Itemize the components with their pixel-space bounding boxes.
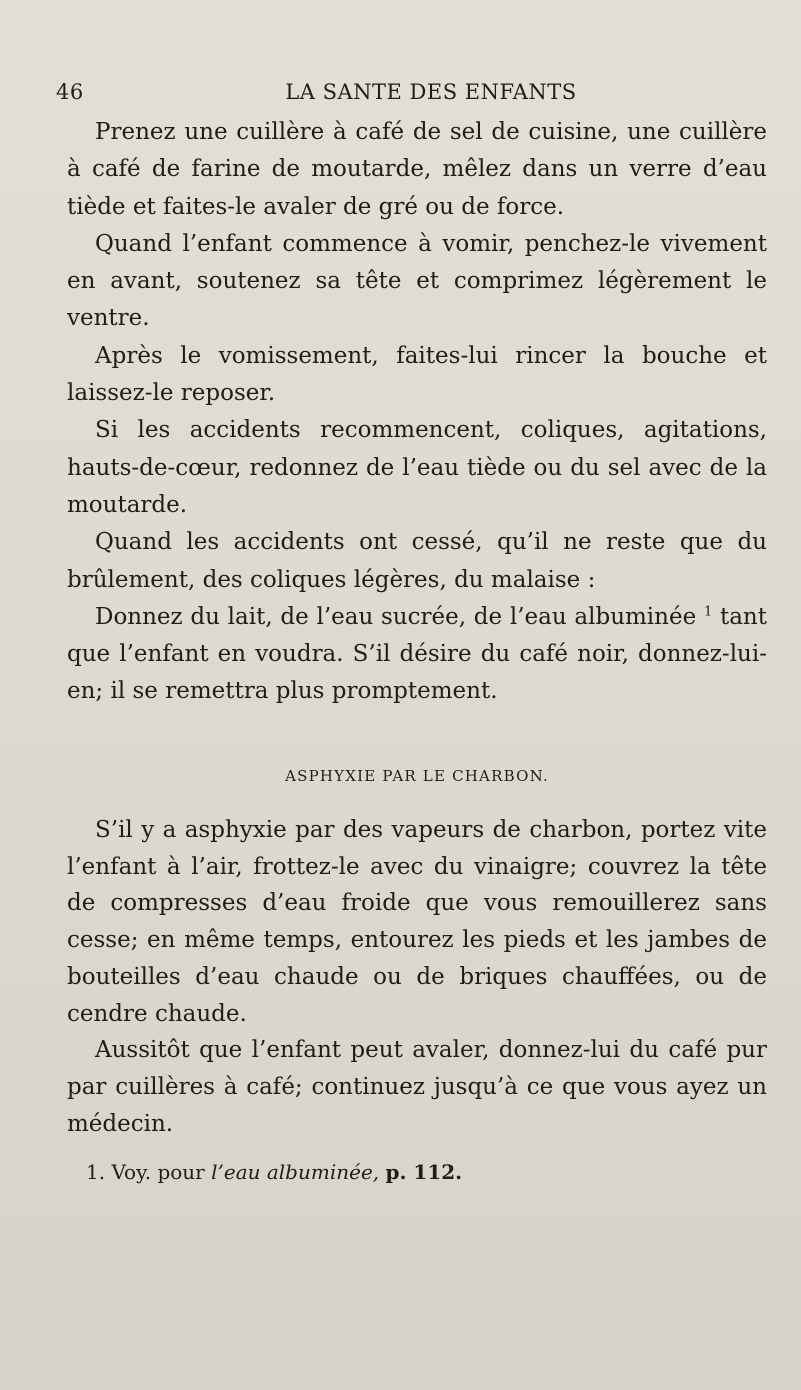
page-header bbox=[56, 80, 746, 116]
section-text bbox=[67, 812, 767, 1142]
main-text bbox=[67, 114, 767, 711]
running-title: LA SANTE DES ENFANTS bbox=[285, 80, 577, 104]
page-number: 46 bbox=[56, 80, 84, 104]
footnote-page-ref: p. 112. bbox=[385, 1160, 463, 1184]
footnote-italic-term: l’eau albuminée, bbox=[211, 1160, 380, 1184]
footnote-text: Voy. pour bbox=[111, 1160, 205, 1184]
footnote bbox=[86, 1160, 462, 1184]
section-heading: ASPHYXIE PAR LE CHARBON. bbox=[285, 767, 549, 785]
footnote-marker: 1 bbox=[703, 604, 713, 620]
paragraph-text: tant que l’enfant en voudra. S’il désire du café noir, donnez-lui-en; il se remettra plus promptement. bbox=[67, 603, 767, 705]
paragraph: Si les accidents recommencent, coliques, agitations, hauts-de-cœur, redonnez de l’eau tiède ou du sel avec de la moutarde. bbox=[67, 417, 767, 518]
footnote-number: 1. bbox=[86, 1160, 106, 1184]
paragraph: S’il y a asphyxie par des vapeurs de charbon, portez vite l’enfant à l’air, frottez-le avec du vinaigre; couvrez la tête de compresses d’eau froide que vous remouillerez sans cesse; en même temps, entourez les pieds et les jambes de bouteilles d’eau chaude ou de briques chauffées, ou de cendre chaude. bbox=[67, 817, 767, 1027]
paragraph: Aussitôt que l’enfant peut avaler, donnez-lui du café pur par cuillères à café; continuez jusqu’à ce que vous ayez un médecin. bbox=[67, 1037, 767, 1137]
paragraph: Prenez une cuillère à café de sel de cuisine, une cuillère à café de farine de moutarde, mêlez dans un verre d’eau tiède et faites-le avaler de gré ou de force. bbox=[67, 119, 767, 220]
paragraph-with-footnote bbox=[67, 599, 767, 711]
paragraph: Quand l’enfant commence à vomir, penchez-le vivement en avant, soutenez sa tête et comprimez légèrement le ventre. bbox=[67, 230, 767, 332]
paragraph: Quand les accidents ont cessé, qu’il ne reste que du brûlement, des coliques légères, du malaise : bbox=[67, 529, 767, 593]
paragraph-text: Donnez du lait, de l’eau sucrée, de l’eau albuminée bbox=[95, 603, 697, 630]
paragraph: Après le vomissement, faites-lui rincer la bouche et laissez-le reposer. bbox=[67, 342, 767, 407]
